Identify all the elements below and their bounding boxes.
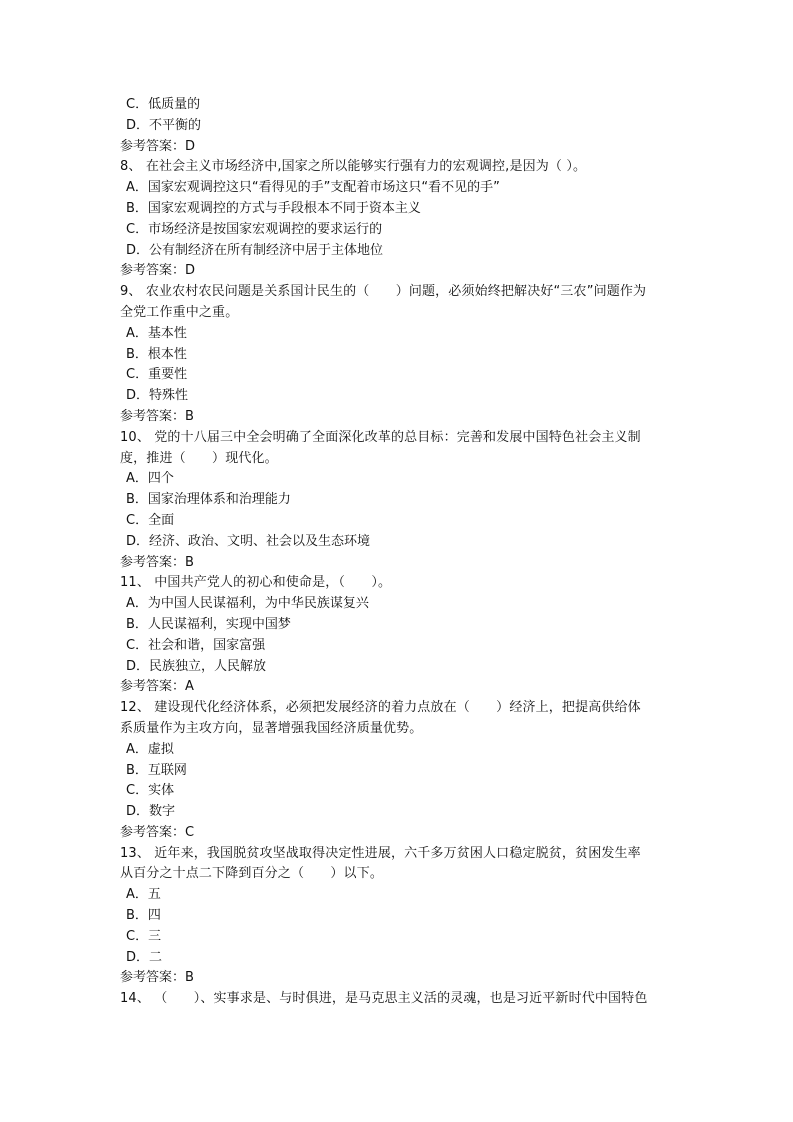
question-stem: 14、 （ ）、实事求是、与时俱进，是马克思主义活的灵魂，也是习近平新时代中国特色 xyxy=(120,991,648,1007)
answer-line: 参考答案：A xyxy=(120,679,194,695)
answer-line: 参考答案：C xyxy=(120,824,195,840)
question-stem: 8、 在社会主义市场经济中,国家之所以能够实行强有力的宏观调控,是因为（ ）。 xyxy=(120,159,587,175)
option-line: B．国家治理体系和治理能力 xyxy=(126,492,291,508)
answer-line: 参考答案：B xyxy=(120,554,194,570)
option-line: A．五 xyxy=(126,887,161,903)
question-stem-continued: 系质量作为主攻方向，显著增强我国经济质量优势。 xyxy=(120,720,423,736)
document-content xyxy=(120,95,680,1010)
option-line: D．不平衡的 xyxy=(126,117,202,133)
option-line: A．为中国人民谋福利，为中华民族谋复兴 xyxy=(126,596,369,612)
answer-line: 参考答案：B xyxy=(120,970,194,986)
answer-line: 参考答案：D xyxy=(120,138,196,154)
option-line: A．虚拟 xyxy=(126,741,174,757)
option-line: D．特殊性 xyxy=(126,388,189,404)
option-line: B．根本性 xyxy=(126,346,187,362)
option-line: D．经济、政治、文明、社会以及生态环境 xyxy=(126,533,371,549)
option-line: B．人民谋福利，实现中国梦 xyxy=(126,616,291,632)
option-line: C．实体 xyxy=(126,783,175,799)
option-line: A．基本性 xyxy=(126,325,187,341)
option-line: A．四个 xyxy=(126,471,174,487)
question-stem: 9、 农业农村农民问题是关系国计民生的（ ）问题，必须始终把解决好“三农”问题作为 xyxy=(120,284,647,300)
option-line: B．四 xyxy=(126,908,161,924)
question-stem-continued: 全党工作重中之重。 xyxy=(120,304,239,320)
question-stem: 10、 党的十八届三中全会明确了全面深化改革的总目标：完善和发展中国特色社会主义制 xyxy=(120,429,641,445)
option-line: C．市场经济是按国家宏观调控的要求运行的 xyxy=(126,221,383,237)
option-line: D．二 xyxy=(126,949,163,965)
question-stem: 13、 近年来，我国脱贫攻坚战取得决定性进展，六千多万贫困人口稳定脱贫，贫困发生率 xyxy=(120,845,641,861)
option-line: C．三 xyxy=(126,928,162,944)
question-stem: 12、 建设现代化经济体系，必须把发展经济的着力点放在（ ）经济上，把提高供给体 xyxy=(120,700,641,716)
option-line: C．重要性 xyxy=(126,367,188,383)
option-line: D．公有制经济在所有制经济中居于主体地位 xyxy=(126,242,384,258)
question-stem: 11、 中国共产党人的初心和使命是，（ ）。 xyxy=(120,575,392,591)
option-line: C．低质量的 xyxy=(126,97,201,112)
question-stem-continued: 从百分之十点二下降到百分之（ ）以下。 xyxy=(120,866,384,882)
answer-line: 参考答案：B xyxy=(120,408,194,424)
option-line: B．国家宏观调控的方式与手段根本不同于资本主义 xyxy=(126,200,421,216)
option-line: C．社会和谐，国家富强 xyxy=(126,637,266,653)
option-line: B．互联网 xyxy=(126,762,187,778)
answer-line: 参考答案：D xyxy=(120,263,196,279)
question-stem-continued: 度，推进（ ）现代化。 xyxy=(120,450,278,466)
option-line: D．数字 xyxy=(126,804,176,820)
option-line: A．国家宏观调控这只“看得见的手”支配着市场这只“看不见的手” xyxy=(126,180,500,196)
option-line: D．民族独立，人民解放 xyxy=(126,658,267,674)
option-line: C．全面 xyxy=(126,512,175,528)
